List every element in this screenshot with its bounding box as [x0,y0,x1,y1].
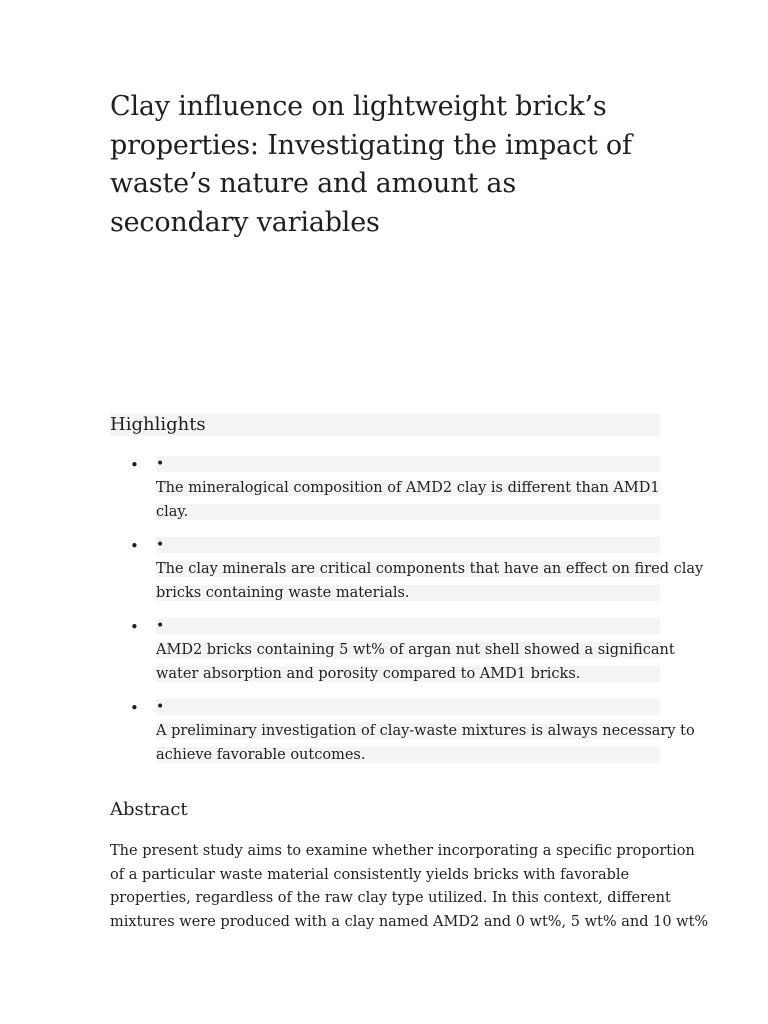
highlight-item [110,699,695,763]
inner-bullet-icon: • [156,537,660,553]
abstract-line: The present study aims to examine whether incorporating a specific proportion [110,843,695,859]
list-bullet-icon: • [130,699,139,717]
highlight-text [156,561,704,601]
abstract-line: properties, regardless of the raw clay type utilized. In this context, different [110,890,671,906]
highlight-item [110,456,660,520]
inner-bullet-icon: • [156,699,660,715]
highlight-text [156,480,660,520]
abstract-line: of a particular waste material consistently yields bricks with favorable [110,866,630,883]
highlight-line: The mineralogical composition of AMD2 clay is different than AMD1 [156,480,660,496]
highlight-line: The clay minerals are critical components that have an effect on fired clay [156,561,704,577]
abstract-heading: Abstract [110,799,188,820]
abstract-line: mixtures were produced with a clay named AMD2 and 0 wt%, 5 wt% and 10 wt% [110,913,709,930]
highlight-line: A preliminary investigation of clay-waste mixtures is always necessary to [156,723,695,739]
title-line: properties: Investigating the impact of [110,129,632,161]
highlight-text [156,642,675,682]
inner-bullet-icon: • [156,618,660,634]
title-line: secondary variables [110,206,380,238]
highlight-text [156,723,695,763]
list-bullet-icon: • [130,456,139,474]
highlight-line: AMD2 bricks containing 5 wt% of argan nut shell showed a significant [156,642,675,658]
inner-bullet-icon: • [156,456,660,472]
highlights-heading: Highlights [110,414,660,436]
highlight-line: bricks containing waste materials. [156,585,660,601]
article-title [110,88,660,242]
abstract-body [110,840,709,934]
highlight-line: achieve favorable outcomes. [156,747,660,763]
highlight-item [110,537,704,601]
list-bullet-icon: • [130,537,139,555]
title-line: waste’s nature and amount as [110,168,516,199]
highlights-list [110,456,704,780]
title-line: Clay influence on lightweight brick’s [110,91,607,122]
highlight-line: water absorption and porosity compared to AMD1 bricks. [156,666,660,682]
list-bullet-icon: • [130,618,139,636]
highlight-item [110,618,675,682]
highlight-line: clay. [156,504,660,520]
